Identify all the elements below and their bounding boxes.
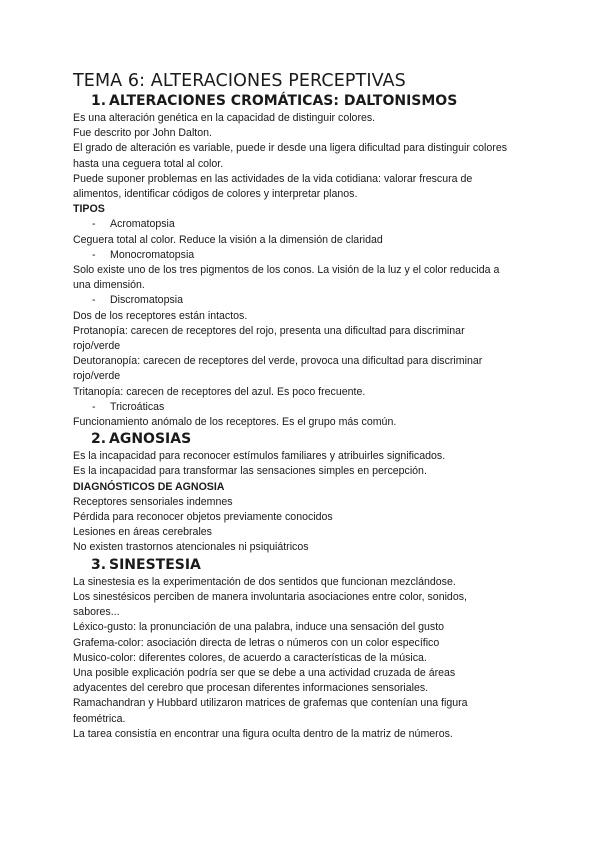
paragraph: Ramachandran y Hubbard utilizaron matrices de grafemas que contenían una figura [73,697,468,710]
paragraph: adyacentes del cerebro que procesan diferentes informaciones sensoriales. [73,682,429,695]
list-item [73,400,543,415]
list-item [73,293,543,308]
paragraph: rojo/verde [73,340,121,353]
dash-bullet: - [92,248,96,261]
section-title: ALTERACIONES CROMÁTICAS: DALTONISMOS [109,93,458,109]
paragraph: Pérdida para reconocer objetos previamente conocidos [73,511,333,524]
paragraph: feométrica. [73,712,126,725]
section-number: 1. [91,93,107,109]
section-heading-daltonismos [91,92,543,111]
paragraph: Protanopía: carecen de receptores del rojo, presenta una dificultad para discriminar [73,324,465,337]
dash-bullet: - [92,400,96,413]
paragraph: Receptores sensoriales indemnes [73,495,233,508]
section-number: 2. [91,431,107,448]
list-item [73,248,543,263]
subheading-diagnosticos: DIAGNÓSTICOS DE AGNOSIA [73,480,225,493]
list-item-label: Acromatopsia [110,218,175,231]
paragraph: El grado de alteración es variable, puede ir desde una ligera dificultad para distinguir colores [73,142,508,155]
paragraph: Tritanopía: carecen de receptores del azul. Es poco frecuente. [73,385,366,398]
paragraph: hasta una ceguera total al color. [73,157,224,170]
list-item-label: Monocromatopsia [110,248,195,261]
section-title: SINESTESIA [109,556,201,573]
subheading-tipos: TIPOS [73,203,105,216]
paragraph: Léxico-gusto: la pronunciación de una palabra, induce una sensación del gusto [73,621,445,634]
paragraph: Dos de los receptores están intactos. [73,309,248,322]
paragraph: No existen trastornos atencionales ni psiquiátricos [73,541,309,554]
section-heading-agnosias [91,430,543,449]
paragraph: Una posible explicación podría ser que se debe a una actividad cruzada de áreas [73,666,456,679]
paragraph: una dimensión. [73,279,145,292]
list-item-label: Tricroáticas [110,400,165,413]
paragraph: Grafema-color: asociación directa de letras o números con un color específico [73,636,440,649]
paragraph: Es la incapacidad para transformar las sensaciones simples en percepción. [73,465,427,478]
paragraph: Funcionamiento anómalo de los receptores. Es el grupo más común. [73,416,397,429]
paragraph: Musico-color: diferentes colores, de acuerdo a características de la música. [73,651,427,664]
paragraph: Lesiones en áreas cerebrales [73,526,212,539]
paragraph: Los sinestésicos perciben de manera involuntaria asociaciones entre color, sonidos, [73,590,467,603]
document-title: TEMA 6: ALTERACIONES PERCEPTIVAS [73,71,406,91]
paragraph: Es una alteración genética en la capacidad de distinguir colores. [73,112,376,124]
dash-bullet: - [92,294,96,307]
paragraph: sabores... [73,606,120,619]
paragraph: Deutoranopía: carecen de receptores del verde, provoca una dificultad para discriminar [73,355,483,368]
paragraph: La sinestesia es la experimentación de dos sentidos que funcionan mezclándose. [73,575,456,588]
paragraph: Fue descrito por John Dalton. [73,127,212,140]
paragraph: rojo/verde [73,370,121,383]
document-body [73,70,543,742]
dash-bullet: - [92,218,96,231]
paragraph: Puede suponer problemas en las actividades de la vida cotidiana: valorar frescura de [73,172,473,185]
paragraph: La tarea consistía en encontrar una figura oculta dentro de la matriz de números. [73,727,453,740]
list-item [73,217,543,232]
section-heading-sinestesia [91,556,543,575]
paragraph: Ceguera total al color. Reduce la visión a la dimensión de claridad [73,233,383,246]
paragraph: Es la incapacidad para reconocer estímulos familiares y atribuirles significados. [73,450,446,463]
paragraph: alimentos, identificar códigos de colores y interpretar planos. [73,188,358,201]
paragraph: Solo existe uno de los tres pigmentos de los conos. La visión de la luz y el color reducida a [73,264,500,277]
section-title: AGNOSIAS [109,431,192,448]
section-number: 3. [91,556,107,573]
list-item-label: Discromatopsia [110,294,184,307]
